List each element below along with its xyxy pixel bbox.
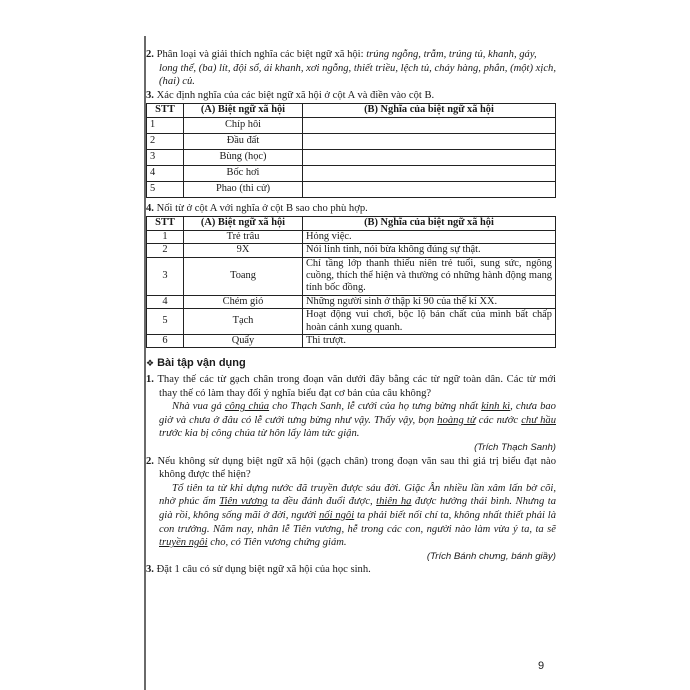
table-row — [147, 165, 556, 181]
underlined-term: kinh kì — [481, 401, 511, 413]
passage-text: Nhà vua gả — [172, 401, 225, 413]
cell-stt: 2 — [147, 244, 184, 257]
page-content — [146, 48, 556, 577]
cell-term: Đầu đất — [184, 133, 303, 149]
header-col-b: (B) Nghĩa của biệt ngữ xã hội — [303, 104, 556, 117]
cell-meaning-blank[interactable] — [303, 149, 556, 165]
question-4-number: 4. — [146, 202, 154, 214]
question-4 — [146, 202, 556, 216]
table-row — [147, 117, 556, 133]
table-row — [147, 244, 556, 257]
question-3-number: 3. — [146, 89, 154, 101]
table-header-row — [147, 217, 556, 230]
cell-term: Tạch — [184, 309, 303, 335]
section-heading — [146, 357, 556, 371]
table-question-3 — [146, 103, 556, 197]
header-stt: STT — [147, 217, 184, 230]
section-title: Bài tập vận dụng — [157, 357, 246, 370]
header-col-a: (A) Biệt ngữ xã hội — [184, 104, 303, 117]
passage-text: , chưa bao giờ và chưa ở đâu có lễ cưới tưng bừng như vậy. Thấy vậy, bọn — [159, 401, 556, 426]
exercise-1-number: 1. — [146, 374, 154, 386]
cell-term: Quẩy — [184, 335, 303, 348]
cell-term: Phao (thi cử) — [184, 181, 303, 197]
cell-stt: 3 — [147, 257, 184, 295]
cell-meaning-blank[interactable] — [303, 133, 556, 149]
cell-stt: 3 — [147, 149, 184, 165]
table-header-row — [147, 104, 556, 117]
cell-term: Toang — [184, 257, 303, 295]
cell-term: 9X — [184, 244, 303, 257]
cell-stt: 4 — [147, 295, 184, 308]
exercise-3-number: 3. — [146, 564, 154, 576]
exercise-2 — [146, 455, 556, 482]
cell-meaning: Chỉ tầng lớp thanh thiếu niên trẻ tuổi, sung sức, ngông cuồng, thích thể hiện và thường có những hành động mang tính bốc đồng. — [303, 257, 556, 295]
underlined-term: Tiên vương — [219, 496, 268, 508]
exercise-2-source: (Trích Bánh chưng, bánh giầy) — [426, 550, 556, 562]
cell-term: Chíp hôi — [184, 117, 303, 133]
cell-meaning-blank[interactable] — [303, 181, 556, 197]
question-4-text: Nối từ ở cột A với nghĩa ở cột B sao cho phù hợp. — [153, 202, 368, 214]
passage-text: được hưởng thái bình. Nhưng ta già rồi, không sống mãi ở đời, người — [159, 496, 556, 521]
question-2-number: 2. — [146, 49, 154, 60]
cell-meaning: Nói linh tinh, nói bừa không đúng sự thật. — [303, 244, 556, 257]
passage-text: cho, có Tiên vương chứng giám. — [207, 537, 347, 549]
table-row — [147, 133, 556, 149]
cell-term: Chém gió — [184, 295, 303, 308]
question-3 — [146, 89, 556, 103]
cell-stt: 6 — [147, 335, 184, 348]
table-row — [147, 230, 556, 243]
passage-text: ta đều đánh đuổi được, — [267, 496, 377, 508]
cell-stt: 1 — [147, 117, 184, 133]
passage-text: Tổ tiên ta từ khi dựng nước đã truyền được sáu đời. Giặc Ân nhiều lần xâm lấn bờ cõi, nhờ phúc ấm — [159, 482, 556, 508]
underlined-term: thiên hạ — [376, 496, 412, 508]
underlined-term: chư hầu — [521, 414, 557, 426]
question-2-text: Phân loại và giải thích nghĩa các biệt ngữ xã hội: — [153, 49, 367, 60]
passage-text: trước kia bị công chúa từ hôn lấy làm tức giận. — [159, 428, 360, 440]
table-question-4 — [146, 216, 556, 348]
exercise-1-source: (Trích Thạch Sanh) — [474, 442, 556, 453]
underlined-term: truyền ngôi — [159, 537, 208, 549]
table-row — [147, 295, 556, 308]
table-row — [147, 335, 556, 348]
page-number: 9 — [538, 660, 545, 672]
exercise-3 — [146, 563, 556, 577]
cell-meaning: Hỏng việc. — [303, 230, 556, 243]
cell-stt: 5 — [147, 181, 184, 197]
cell-term: Trẻ trâu — [184, 230, 303, 243]
cell-stt: 4 — [147, 165, 184, 181]
underlined-term: hoàng tử — [437, 414, 476, 426]
table-row — [147, 309, 556, 335]
question-2 — [146, 48, 556, 89]
cell-stt: 1 — [147, 230, 184, 243]
header-col-a: (A) Biệt ngữ xã hội — [184, 217, 303, 230]
cell-meaning-blank[interactable] — [303, 165, 556, 181]
cell-meaning: Những người sinh ở thập kỉ 90 của thế kỉ XX. — [303, 295, 556, 308]
cell-meaning: Hoạt động vui chơi, bộc lộ bản chất của mình bất chấp hoàn cảnh xung quanh. — [303, 309, 556, 335]
exercise-3-text: Đặt 1 câu có sử dụng biệt ngữ xã hội của học sinh. — [153, 564, 371, 576]
exercise-1-text: Thay thế các từ gạch chân trong đoạn văn dưới đây bằng các từ ngữ toàn dân. Các từ mới thay thế có làm thay đổi ý nghĩa biểu đạt cơ bản của câu không? — [153, 374, 556, 399]
exercise-1-passage — [146, 400, 556, 441]
cell-stt: 2 — [147, 133, 184, 149]
underlined-term: công chúa — [224, 401, 270, 413]
diamond-bullet-icon: ❖ — [146, 358, 155, 369]
exercise-1 — [146, 373, 556, 400]
exercise-2-passage — [146, 482, 556, 550]
table-row — [147, 149, 556, 165]
passage-text: ta phải biết nối chí ta, không nhất thiết phải là con trưởng. Năm nay, nhân lễ Tiên vương, hễ trong các con, người nào làm vừa ý ta, ta sẽ — [159, 509, 556, 535]
underlined-term: nối ngôi — [318, 509, 355, 521]
passage-text: các nước — [475, 414, 522, 426]
passage-text: cho Thạch Sanh, lễ cưới của họ tưng bừng nhất — [269, 401, 482, 413]
exercise-2-number: 2. — [146, 455, 154, 467]
question-3-text: Xác định nghĩa của các biệt ngữ xã hội ở cột A và điền vào cột B. — [153, 89, 435, 101]
cell-term: Bùng (học) — [184, 149, 303, 165]
exercise-2-text: Nếu không sử dụng biệt ngữ xã hội (gạch chân) trong đoạn văn sau thì giá trị biểu đạt nào không được thể hiện? — [153, 455, 556, 481]
cell-stt: 5 — [147, 309, 184, 335]
header-col-b: (B) Nghĩa của biệt ngữ xã hội — [303, 217, 556, 230]
table-row — [147, 181, 556, 197]
cell-meaning: Thi trượt. — [303, 335, 556, 348]
header-stt: STT — [147, 104, 184, 117]
cell-term: Bốc hơi — [184, 165, 303, 181]
table-row — [147, 257, 556, 295]
cell-meaning-blank[interactable] — [303, 117, 556, 133]
question-2-terms: trúng ngỗng, trẫm, trúng tủ, khanh, gáy, long thể, (ba) lít, đội sổ, ái khanh, xơi ngỗng, thiết triều, lệch tủ, cháy hàng, phắn, (một) xịch, (hai) củ. — [159, 49, 556, 88]
